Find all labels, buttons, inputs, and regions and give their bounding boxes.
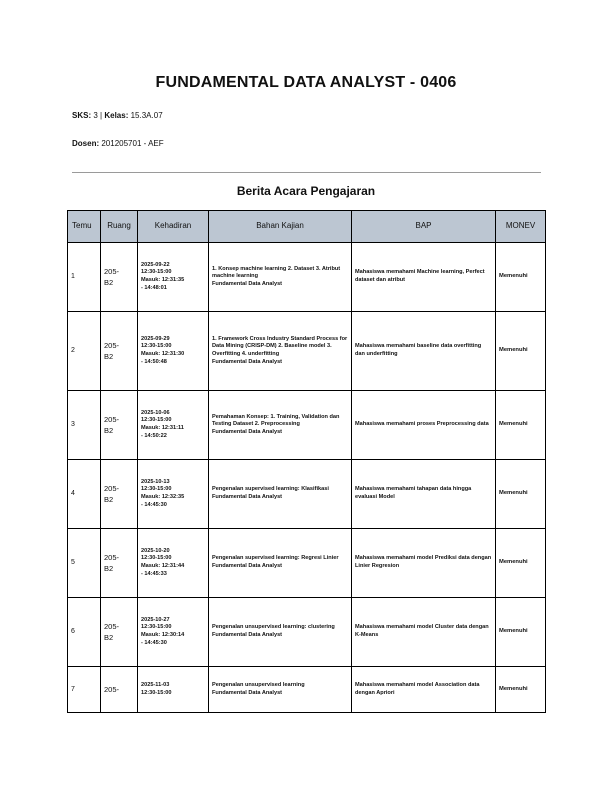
cell-kehadiran xyxy=(138,667,209,713)
cell-ruang xyxy=(101,529,138,598)
cell-ruang xyxy=(101,243,138,312)
bahan-kajian-text: Pengenalan unsupervised learning: clustering xyxy=(212,624,335,631)
cell-kehadiran xyxy=(138,312,209,391)
cell-kehadiran xyxy=(138,529,209,598)
cell-bap: Mahasiswa memahami proses Preprocessing data xyxy=(352,391,496,460)
table-row xyxy=(68,529,546,598)
kehadiran-line: - 14:48:01 xyxy=(141,284,167,291)
kehadiran-line: Masuk: 12:30:14 xyxy=(141,632,185,638)
cell-ruang xyxy=(101,391,138,460)
bahan-kajian-course: Fundamental Data Analyst xyxy=(212,563,283,569)
kehadiran-line: 2025-09-22 xyxy=(141,261,170,268)
table-row xyxy=(68,312,546,391)
ruang-line: B2 xyxy=(104,278,114,287)
cell-temu: 4 xyxy=(68,460,101,529)
meta-separator: | xyxy=(100,111,103,120)
kehadiran-line: 2025-11-03 xyxy=(141,681,170,688)
header-temu: Temu xyxy=(68,211,101,243)
kehadiran-line: 2025-10-27 xyxy=(141,616,170,623)
ruang-line: 205- xyxy=(104,552,120,562)
kehadiran-line: - 14:50:48 xyxy=(141,358,167,365)
kehadiran-line: 12:30-15:00 xyxy=(141,343,172,350)
cell-ruang xyxy=(101,312,138,391)
cell-temu: 1 xyxy=(68,243,101,312)
kehadiran-line: Masuk: 12:31:30 xyxy=(141,351,185,357)
ruang-line: B2 xyxy=(104,633,114,642)
cell-bahan-kajian xyxy=(209,460,352,529)
cell-kehadiran xyxy=(138,460,209,529)
cell-temu: 6 xyxy=(68,598,101,667)
header-monev: MONEV xyxy=(496,211,546,243)
table-header-row xyxy=(68,211,546,243)
cell-monev: Memenuhi xyxy=(496,529,546,598)
dosen-label: Dosen: xyxy=(72,139,100,148)
section-title: Berita Acara Pengajaran xyxy=(236,184,376,198)
cell-ruang xyxy=(101,667,138,713)
cell-bap: Mahasiswa memahami model Cluster data dengan K-Means xyxy=(352,598,496,667)
header-bahan-kajian: Bahan Kajian xyxy=(209,211,352,243)
bahan-kajian-course: Fundamental Data Analyst xyxy=(212,494,283,500)
divider xyxy=(72,172,541,173)
cell-temu: 7 xyxy=(68,667,101,713)
cell-kehadiran xyxy=(138,243,209,312)
bahan-kajian-course: Fundamental Data Analyst xyxy=(212,632,283,638)
dosen-value: 201205701 - AEF xyxy=(101,139,164,148)
page-title: FUNDAMENTAL DATA ANALYST - 0406 xyxy=(155,74,457,91)
bahan-kajian-text: Pemahaman Konsep: 1. Training, Validation dan Testing Dataset 2. Preprocessing xyxy=(212,413,340,428)
header-ruang: Ruang xyxy=(101,211,138,243)
cell-bahan-kajian xyxy=(209,667,352,713)
ruang-line: 205- xyxy=(104,340,120,350)
kehadiran-line: - 14:45:30 xyxy=(141,639,167,646)
kehadiran-line: - 14:45:30 xyxy=(141,501,167,508)
kehadiran-line: 12:30-15:00 xyxy=(141,624,172,631)
cell-bap: Mahasiswa memahami model Association data dengan Apriori xyxy=(352,667,496,713)
bahan-kajian-text: Pengenalan unsupervised learning xyxy=(212,681,305,688)
table-row xyxy=(68,460,546,529)
table-row xyxy=(68,243,546,312)
bahan-kajian-text: 1. Framework Cross Industry Standard Process for Data Mining (CRISP-DM) 2. Baseline model 3. Overfitting 4. underfitting xyxy=(212,335,348,357)
cell-monev: Memenuhi xyxy=(496,391,546,460)
cell-monev: Memenuhi xyxy=(496,312,546,391)
table-body xyxy=(68,243,546,713)
kehadiran-line: Masuk: 12:31:11 xyxy=(141,425,184,431)
sks-value: 3 xyxy=(93,111,98,120)
cell-bap: Mahasiswa memahami Machine learning, Perfect dataset dan atribut xyxy=(352,243,496,312)
ruang-line: 205- xyxy=(104,684,120,694)
table-row xyxy=(68,598,546,667)
ruang-line: B2 xyxy=(104,352,114,361)
kehadiran-line: 12:30-15:00 xyxy=(141,269,172,276)
cell-bahan-kajian xyxy=(209,391,352,460)
kelas-value: 15.3A.07 xyxy=(130,111,163,120)
kehadiran-line: 2025-10-20 xyxy=(141,547,170,554)
table-row xyxy=(68,391,546,460)
table-row xyxy=(68,667,546,713)
kehadiran-line: 2025-10-06 xyxy=(141,409,170,416)
kehadiran-line: 12:30-15:00 xyxy=(141,555,172,562)
kehadiran-line: 12:30-15:00 xyxy=(141,689,172,696)
kehadiran-line: 12:30-15:00 xyxy=(141,486,172,493)
ruang-line: B2 xyxy=(104,426,114,435)
kelas-label: Kelas: xyxy=(104,111,129,120)
ruang-line: 205- xyxy=(104,414,120,424)
cell-temu: 2 xyxy=(68,312,101,391)
bahan-kajian-course: Fundamental Data Analyst xyxy=(212,428,283,435)
kehadiran-line: - 14:50:22 xyxy=(141,432,167,439)
kehadiran-line: Masuk: 12:31:35 xyxy=(141,277,185,283)
cell-temu: 5 xyxy=(68,529,101,598)
cell-bahan-kajian xyxy=(209,243,352,312)
cell-ruang xyxy=(101,598,138,667)
sks-label: SKS: xyxy=(72,111,92,120)
bahan-kajian-text: Pengenalan supervised learning: Regresi Linier xyxy=(212,555,339,562)
course-meta xyxy=(72,111,163,120)
kehadiran-line: 12:30-15:00 xyxy=(141,417,172,424)
kehadiran-line: 2025-10-13 xyxy=(141,478,170,485)
bahan-kajian-course: Fundamental Data Analyst xyxy=(212,689,283,696)
cell-monev: Memenuhi xyxy=(496,598,546,667)
cell-bap: Mahasiswa memahami tahapan data hingga evaluasi Model xyxy=(352,460,496,529)
bahan-kajian-text: Pengenalan supervised learning: Klasifikasi xyxy=(212,486,329,493)
cell-bap: Mahasiswa memahami baseline data overfitting dan underfitting xyxy=(352,312,496,391)
ruang-line: 205- xyxy=(104,266,120,276)
kehadiran-line: - 14:45:33 xyxy=(141,570,167,577)
ruang-line: B2 xyxy=(104,495,114,504)
cell-bap: Mahasiswa memahami model Prediksi data dengan Linier Regresion xyxy=(352,529,496,598)
bahan-kajian-text: 1. Konsep machine learning 2. Dataset 3. Atribut machine learning xyxy=(212,265,341,280)
cell-ruang xyxy=(101,460,138,529)
header-kehadiran: Kehadiran xyxy=(138,211,209,243)
lecturer-meta xyxy=(72,139,164,148)
cell-kehadiran xyxy=(138,598,209,667)
ruang-line: 205- xyxy=(104,621,120,631)
bahan-kajian-course: Fundamental Data Analyst xyxy=(212,280,283,287)
cell-bahan-kajian xyxy=(209,598,352,667)
cell-monev: Memenuhi xyxy=(496,667,546,713)
ruang-line: 205- xyxy=(104,483,120,493)
cell-kehadiran xyxy=(138,391,209,460)
ruang-line: B2 xyxy=(104,564,114,573)
cell-monev: Memenuhi xyxy=(496,460,546,529)
header-bap: BAP xyxy=(352,211,496,243)
cell-monev: Memenuhi xyxy=(496,243,546,312)
kehadiran-line: Masuk: 12:32:35 xyxy=(141,494,185,500)
cell-temu: 3 xyxy=(68,391,101,460)
kehadiran-line: Masuk: 12:31:44 xyxy=(141,563,185,569)
kehadiran-line: 2025-09-29 xyxy=(141,335,170,342)
teaching-report-table xyxy=(67,210,546,713)
cell-bahan-kajian xyxy=(209,312,352,391)
cell-bahan-kajian xyxy=(209,529,352,598)
bahan-kajian-course: Fundamental Data Analyst xyxy=(212,358,283,365)
